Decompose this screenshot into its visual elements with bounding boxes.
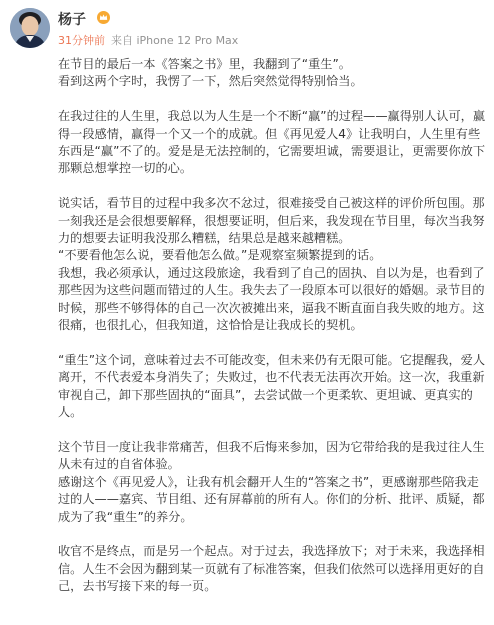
- post-paragraph: 收官不是终点，而是另一个起点。对于过去，我选择放下；对于未来，我选择相信。人生不会因为翻到某一页就有了标准答案，但我们依然可以选择用更好的自己，去书写接下来的每一页。: [58, 544, 485, 594]
- author-name[interactable]: 杨子: [58, 12, 86, 28]
- post-paragraph: 在我过往的人生里，我总以为人生是一个不断“赢”的过程——赢得别人认可，赢得一段感情，赢得一个又一个的成就。但《再见爱人4》让我明白，人生里有些东西是“赢”不了的。爱是是无法控制的，它需要坦诚，需要退让，更需要你放下那颗总想掌控一切的心。: [58, 109, 486, 176]
- post-paragraph: 感谢这个《再见爱人》，让我有机会翻开人生的“答案之书”，更感谢那些陪我走过的人——嘉宾、节目组、还有屏幕前的所有人。你们的分析、批评、质疑，都成为了我“重生”的养分。: [58, 474, 485, 524]
- post-paragraph: 说实话，看节目的过程中我多次不忿过，很难接受自己被这样的评价所包围。那一刻我还是会很想要解释，很想要证明，但后来，我发现在节目里，每次当我努力的想要去证明我没那么糟糕，结果总是越来越糟糕。: [58, 196, 485, 246]
- post-body: [58, 56, 486, 596]
- post-paragraph: “不要看他怎么说，要看他怎么做。”是观察室频繁提到的话。: [58, 248, 382, 263]
- vip-crown-icon[interactable]: [97, 11, 110, 24]
- avatar[interactable]: [10, 8, 50, 48]
- post-source: 来自 iPhone 12 Pro Max: [111, 34, 239, 47]
- post-paragraph: 在节目的最后一本《答案之书》里，我翻到了“重生”。: [58, 57, 351, 71]
- post-header: [0, 0, 494, 56]
- post-paragraph: “重生”这个词，意味着过去不可能改变，但未来仍有无限可能。它提醒我，爱人离开，不代表爱本身消失了；失败过，也不代表无法再次开始。这一次，我重新审视自己，卸下那些固执的“面具”，去尝试做一个更柔软、更坦诚、更真实的人。: [58, 352, 486, 420]
- avatar-photo: [10, 8, 50, 48]
- post-meta: [58, 32, 238, 48]
- post-paragraph: 这个节目一度让我非常痛苦，但我不后悔来参加，因为它带给我的是我过往人生从未有过的自省体验。: [58, 439, 485, 472]
- post-paragraph: 我想，我必须承认，通过这段旅途，我看到了自己的固执、自以为是，也看到了那些因为这些问题而错过的人生。我失去了一段原本可以很好的婚姻。录节目的时候，那些不够得体的自己一次次被摊出来，逼我不断直面自我失败的地方。这很痛，也很扎心，但我知道，这恰恰是让我成长的契机。: [58, 265, 485, 333]
- post-time[interactable]: 31分钟前: [58, 34, 105, 47]
- post-paragraph: 看到这两个字时，我愣了一下，然后突然觉得特别恰当。: [58, 74, 363, 89]
